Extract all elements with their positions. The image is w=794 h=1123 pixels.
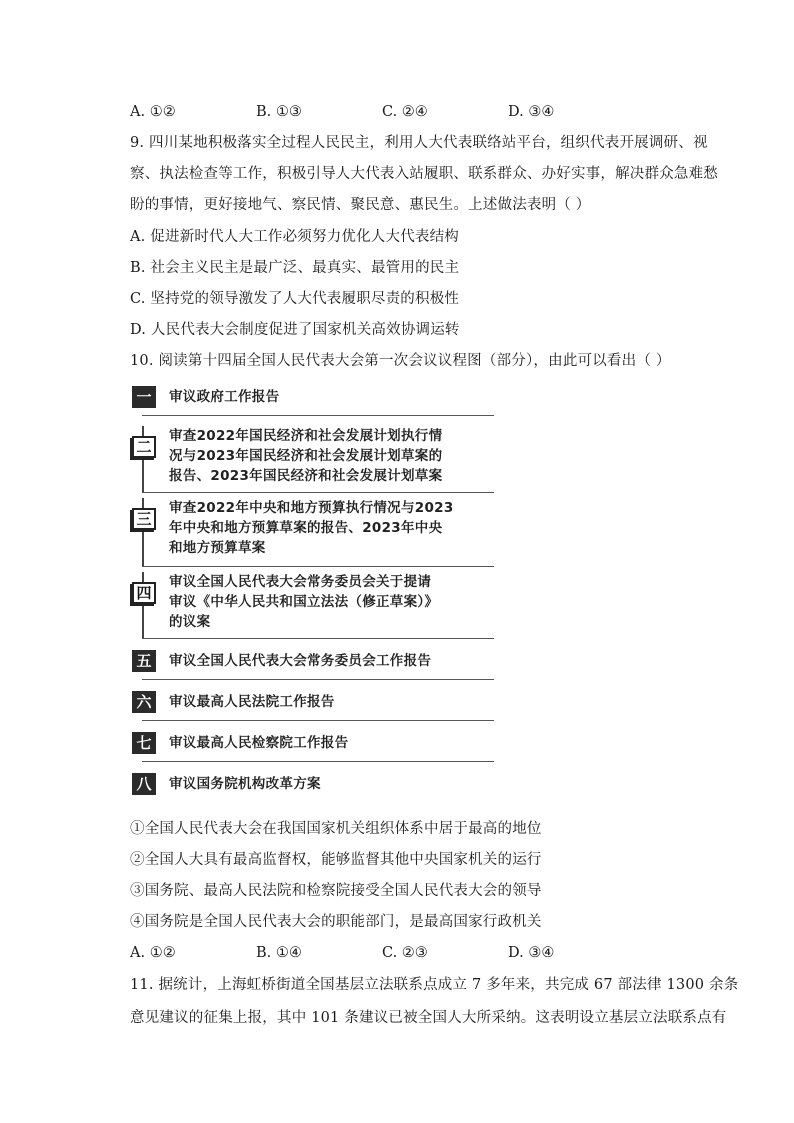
agenda-number-badge: 二: [132, 436, 156, 458]
agenda-divider: [142, 761, 494, 762]
agenda-item-6: [128, 691, 498, 721]
q10-option-a: A. ①②: [130, 945, 176, 961]
agenda-figure: [128, 380, 500, 798]
agenda-text-line: 审议最高人民检察院工作报告: [169, 735, 349, 751]
q10-statement-2: ②全国人大具有最高监督权，能够监督其他中央国家机关的运行: [130, 852, 542, 868]
agenda-text-line: 的议案: [169, 614, 211, 630]
agenda-item-3: [128, 498, 498, 568]
agenda-text-line: 审查2022年国民经济和社会发展计划执行情: [169, 428, 443, 444]
q10-option-c: C. ②③: [382, 945, 428, 961]
agenda-divider: [142, 679, 494, 680]
q8-option-c: C. ②④: [382, 104, 428, 120]
agenda-item-8: [128, 773, 498, 797]
q9-option-c: C. 坚持党的领导激发了人大代表履职尽责的积极性: [130, 291, 460, 307]
q9-stem-line-2: 察、执法检查等工作，积极引导人大代表入站履职、联系群众、办好实事，解决群众急难愁: [130, 166, 718, 182]
agenda-item-1: [128, 386, 498, 416]
agenda-number-badge: 八: [132, 773, 156, 795]
q11-stem-line-2: 意见建议的征集上报，其中 101 条建议已被全国人大所采纳。这表明设立基层立法联系点有: [130, 1010, 727, 1026]
agenda-divider: [142, 566, 494, 567]
q8-option-d: D. ③④: [508, 104, 555, 120]
q11-stem-line-1: 11. 据统计，上海虹桥街道全国基层立法联系点成立 7 多年来，共完成 67 部法律 1300 余条: [130, 977, 739, 993]
agenda-text-line: 审议全国人民代表大会常务委员会关于提请: [169, 574, 432, 590]
agenda-number-badge: 五: [132, 650, 156, 672]
agenda-number-badge: 七: [132, 732, 156, 754]
agenda-text-line: 审议政府工作报告: [169, 389, 280, 405]
q8-option-a: A. ①②: [130, 104, 176, 120]
agenda-text-line: 报告、2023年国民经济和社会发展计划草案: [169, 468, 443, 484]
agenda-text-line: 况与2023年国民经济和社会发展计划草案的: [169, 448, 443, 464]
agenda-divider: [142, 720, 494, 721]
agenda-text-line: 审议全国人民代表大会常务委员会工作报告: [169, 653, 432, 669]
agenda-divider: [142, 492, 494, 493]
agenda-text-line: 年中央和地方预算草案的报告、2023年中央: [169, 520, 443, 536]
agenda-number-badge: 三: [132, 508, 156, 530]
q10-stem: 10. 阅读第十四届全国人民代表大会第一次会议议程图（部分），由此可以看出（ ）: [130, 353, 671, 369]
agenda-number-badge: 一: [132, 386, 156, 408]
q9-option-b: B. 社会主义民主是最广泛、最真实、最管用的民主: [130, 260, 460, 276]
agenda-item-7: [128, 732, 498, 762]
q9-stem-line-1: 9. 四川某地积极落实全过程人民民主，利用人大代表联络站平台，组织代表开展调研、视: [130, 135, 708, 151]
q10-statement-4: ④国务院是全国人民代表大会的职能部门，是最高国家行政机关: [130, 914, 542, 930]
agenda-number-badge: 六: [132, 691, 156, 713]
q9-option-d: D. 人民代表大会制度促进了国家机关高效协调运转: [130, 322, 460, 338]
agenda-text-line: 审议国务院机构改革方案: [169, 776, 321, 792]
agenda-divider: [142, 415, 494, 416]
q10-option-b: B. ①④: [256, 945, 302, 961]
q8-option-b: B. ①③: [256, 104, 302, 120]
q9-stem-line-3: 盼的事情，更好接地气、察民情、聚民意、惠民生。上述做法表明（ ）: [130, 197, 591, 213]
agenda-text-line: 审议《中华人民共和国立法法（修正草案）》: [169, 594, 439, 610]
q8-options: [130, 102, 650, 122]
q9-option-a: A. 促进新时代人大工作必须努力优化人大代表结构: [130, 229, 459, 245]
q10-statement-1: ①全国人民代表大会在我国国家机关组织体系中居于最高的地位: [130, 821, 542, 837]
agenda-item-4: [128, 572, 498, 640]
q10-options: [130, 943, 650, 963]
agenda-text-line: 审议最高人民法院工作报告: [169, 694, 335, 710]
agenda-item-2: [128, 426, 498, 494]
agenda-text-line: 审查2022年中央和地方预算执行情况与2023: [169, 500, 454, 516]
agenda-text-line: 和地方预算草案: [169, 540, 266, 556]
agenda-number-badge: 四: [132, 582, 156, 604]
agenda-item-5: [128, 650, 498, 680]
q10-statement-3: ③国务院、最高人民法院和检察院接受全国人民代表大会的领导: [130, 883, 542, 899]
agenda-divider: [142, 638, 494, 639]
q10-option-d: D. ③④: [508, 945, 555, 961]
